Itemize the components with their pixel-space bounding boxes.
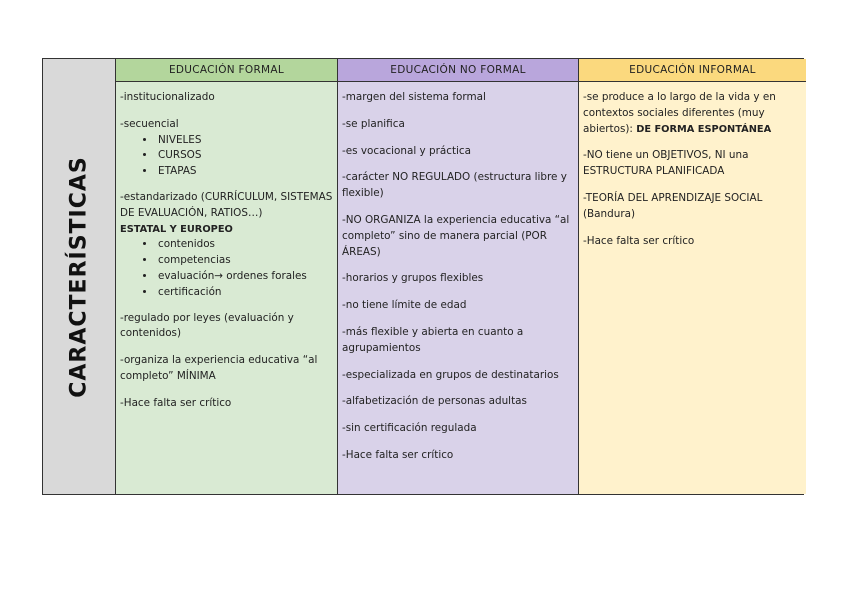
item-bold: DE FORMA ESPONTÁNEA: [636, 123, 772, 135]
item-bold: ESTATAL Y EUROPEO: [120, 223, 233, 235]
bullet-item: • certificación: [156, 285, 333, 301]
item: -especializada en grupos de destinatarios: [342, 368, 559, 381]
bullet-list: [120, 133, 333, 180]
item: -TEORÍA DEL APRENDIZAJE SOCIAL (Bandura): [583, 191, 763, 220]
item: -NO tiene un OBJETIVOS, NI una ESTRUCTURA PLANIFICADA: [583, 149, 749, 178]
header-no-formal: EDUCACIÓN NO FORMAL: [338, 59, 578, 82]
item: -margen del sistema formal: [342, 91, 486, 103]
item: -NO ORGANIZA la experiencia educativa “al completo” sino de manera parcial (POR ÁREAS): [342, 213, 570, 258]
comparison-table: [42, 58, 804, 495]
item: -horarios y grupos flexibles: [342, 272, 484, 285]
body-no-formal: [338, 82, 578, 494]
item: -regulado por leyes (evaluación y contenidos): [120, 311, 294, 340]
item: -sin certificación regulada: [342, 422, 477, 435]
body-formal: [116, 82, 337, 494]
header-formal: EDUCACIÓN FORMAL: [116, 59, 337, 82]
item: -estandarizado (CURRÍCULUM, SISTEMAS DE EVALUACIÓN, RATIOS…): [120, 190, 333, 219]
bullet-item: • NIVELES: [156, 133, 333, 149]
bullet-item: • contenidos: [156, 237, 333, 253]
item: -es vocacional y práctica: [342, 144, 471, 157]
item: -no tiene límite de edad: [342, 299, 467, 312]
body-informal: [579, 82, 806, 494]
bullet-item: • evaluación→ ordenes forales: [156, 269, 333, 285]
item: -Hace falta ser crítico: [583, 234, 695, 247]
column-formal: [116, 59, 338, 494]
bullet-list: [120, 237, 333, 300]
item: -más flexible y abierta en cuanto a agrupamientos: [342, 325, 524, 354]
side-label-cell: [43, 59, 116, 494]
item: -carácter NO REGULADO (estructura libre y flexible): [342, 171, 567, 200]
item: -Hace falta ser crítico: [342, 448, 454, 461]
header-informal: EDUCACIÓN INFORMAL: [579, 59, 806, 82]
item: -se planifica: [342, 117, 405, 130]
bullet-item: • ETAPAS: [156, 164, 333, 180]
bullet-item: • CURSOS: [156, 148, 333, 164]
bullet-item: • competencias: [156, 253, 333, 269]
item-text: -se produce a lo largo de la vida y en contextos sociales diferentes (muy abiertos):: [583, 91, 776, 135]
item: -secuencial: [120, 117, 179, 130]
column-informal: [579, 59, 806, 494]
item: [583, 90, 802, 137]
item: -alfabetización de personas adultas: [342, 395, 527, 408]
item: -Hace falta ser crítico: [120, 396, 232, 409]
item: -organiza la experiencia educativa “al completo” MÍNIMA: [120, 354, 318, 382]
item: -institucionalizado: [120, 91, 215, 103]
side-label: CARACTERÍSTICAS: [66, 155, 92, 398]
column-no-formal: [338, 59, 579, 494]
